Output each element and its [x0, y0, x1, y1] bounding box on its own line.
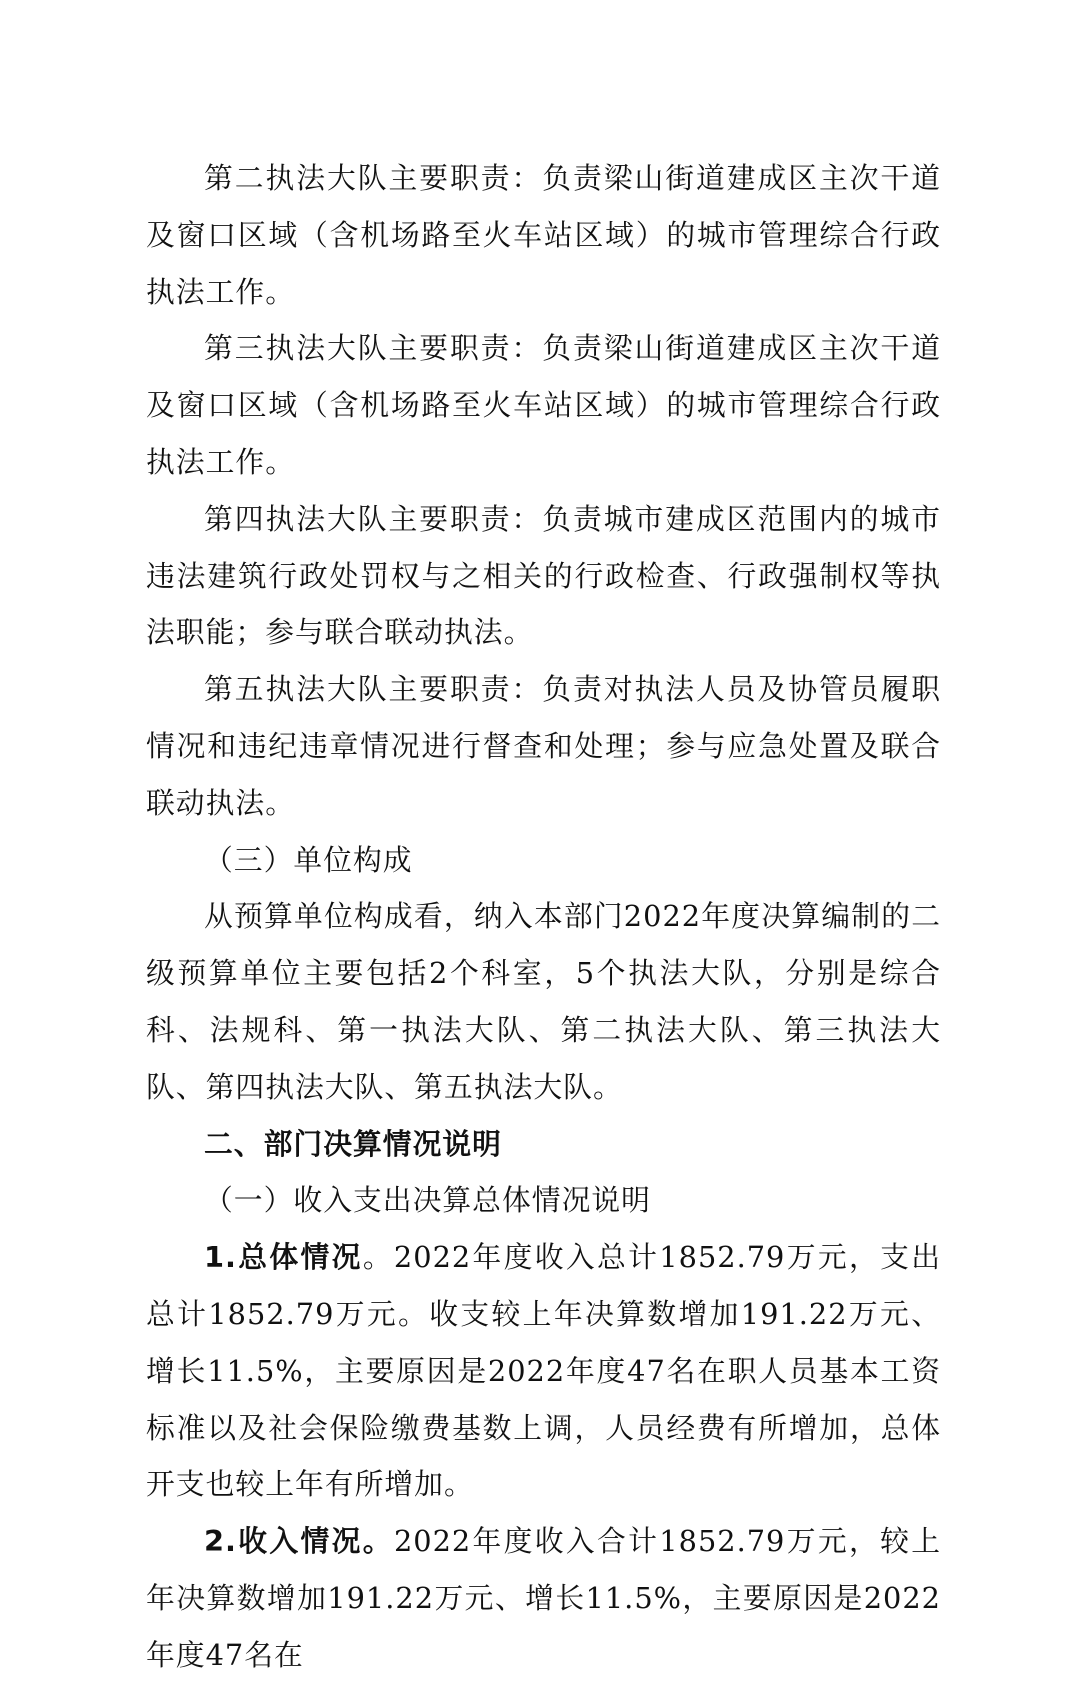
paragraph-fifth-brigade-duties: 第五执法大队主要职责：负责对执法人员及协管员履职情况和违纪违章情况进行督查和处理；参与应急处置及联合联动执法。: [146, 672, 941, 820]
paragraph-unit-composition: 从预算单位构成看，纳入本部门2022年度决算编制的二级预算单位主要包括2个科室，5个执法大队，分别是综合科、法规科、第一执法大队、第二执法大队、第三执法大队、第四执法大队、第五执法大队。: [146, 899, 941, 1104]
paragraph-third-brigade-duties: 第三执法大队主要职责：负责梁山街道建成区主次干道及窗口区域（含机场路至火车站区域）的城市管理综合行政执法工作。: [146, 331, 941, 479]
document-body: [146, 150, 941, 1684]
body-income-situation: 2022年度收入合计1852.79万元，较上年决算数增加191.22万元、增长11.5%，主要原因是2022年度47名在: [146, 1524, 941, 1672]
body-overall-situation: 。2022年度收入总计1852.79万元，支出总计1852.79万元。收支较上年决算数增加191.22万元、增长11.5%，主要原因是2022年度47名在职人员基本工资标准以及社会保险缴费基数上调，人员经费有所增加，总体开支也较上年有所增加。: [146, 1240, 941, 1502]
paragraph-overall-situation: [146, 1229, 941, 1513]
lead-income-situation: 2.收入情况。: [204, 1524, 394, 1559]
heading-unit-composition: （三）单位构成: [204, 842, 413, 877]
paragraph-fourth-brigade-duties: 第四执法大队主要职责：负责城市建成区范围内的城市违法建筑行政处罚权与之相关的行政检查、行政强制权等执法职能；参与联合联动执法。: [146, 501, 941, 650]
heading-income-expenditure-overview: （一）收入支出决算总体情况说明: [204, 1183, 651, 1218]
heading-section-two: 二、部门决算情况说明: [204, 1126, 502, 1161]
paragraph-second-brigade-duties: 第二执法大队主要职责：负责梁山街道建成区主次干道及窗口区域（含机场路至火车站区域）的城市管理综合行政执法工作。: [146, 161, 941, 309]
paragraph-income-situation: [146, 1513, 941, 1683]
lead-overall-situation: 1.总体情况: [204, 1240, 363, 1275]
